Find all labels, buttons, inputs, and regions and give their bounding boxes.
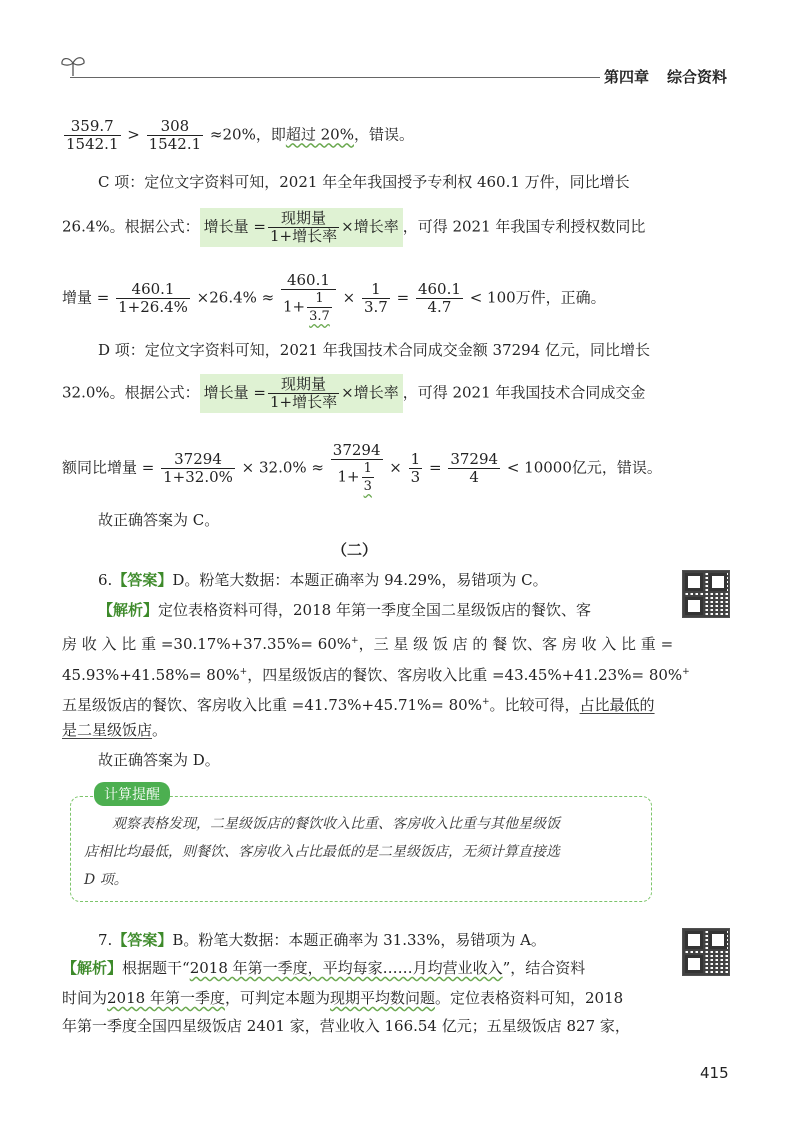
q7-answer: 7.【答案】B。粉笔大数据：本题正确率为 31.33%，易错项为 A。 (98, 931, 546, 949)
page-number: 415 (700, 1064, 729, 1082)
d-item-calc: 额同比增量 = $\frac{37294}{1+32.0\%}$ × 32.0% ≈ 37294 1+ $\frac{1}{3}$ × $\frac{1}{3}$ = $\frac{37294}{4}$ < 10000亿元，错误。 (62, 441, 662, 494)
q6-analysis-5: 是二星级饭店。 (62, 721, 168, 739)
tip-line-1: 观察表格发现，二星级饭店的餐饮收入比重、客房收入比重与其他星级饭 (112, 816, 560, 832)
formula-highlight: 增长量 = $\frac{\text{现期量}}{\text{1+增长率}}$ ×增长率 (200, 374, 403, 413)
d-item-line-2: 32.0%。根据公式： 增长量 = $\frac{\text{现期量}}{\text{1+增长率}}$ ×增长率 ，可得 2021 年我国技术合同成交金 (62, 375, 646, 411)
q6-analysis-3: 45.93%+41.58%= 80%+，四星级饭店的餐饮、客房收入比重 =43.45%+41.23%= 80%+ (62, 666, 690, 684)
formula-highlight: 增长量 = $\frac{\text{现期量}}{\text{1+增长率}}$ ×增长率 (200, 208, 403, 247)
sprout-icon (58, 52, 88, 78)
c-item-line-1: C 项：定位文字资料可知，2021 年全年我国授予专利权 460.1 万件，同比增长 (98, 173, 630, 191)
calc-line-1: $\frac{359.7}{1542.1}$ > $\frac{308}{1542.1}$ ≈20%，即超过 20%，错误。 (66, 117, 414, 153)
tip-line-3: D 项。 (84, 872, 128, 888)
c-item-line-2: 26.4%。根据公式： 增长量 = $\frac{\text{现期量}}{\text{1+增长率}}$ ×增长率 ，可得 2021 年我国专利授权数同比 (62, 209, 646, 245)
c-item-calc: 增量 = $\frac{460.1}{1+26.4\%}$ ×26.4% ≈ 460.1 1+ $\frac{1}{3.7}$ × $\frac{1}{3.7}$ = $\frac{460.1}{4.7}$ < 100万件，正确。 (62, 271, 606, 324)
answer-q5: 故正确答案为 C。 (98, 511, 220, 529)
header-title: 综合资料 (667, 68, 728, 86)
header-chapter: 第四章 (604, 68, 650, 86)
q7-analysis-2: 时间为2018 年第一季度，可判定本题为现期平均数问题。定位表格资料可知，2018 (62, 989, 624, 1007)
q6-analysis-2: 房 收 入 比 重 =30.17%+37.35%= 60%+，三 星 级 饭 店 的 餐 饮、客 房 收 入 比 重 = (62, 635, 674, 653)
q6-answer: 6.【答案】D。粉笔大数据：本题正确率为 94.29%，易错项为 C。 (98, 571, 548, 589)
q6-final-answer: 故正确答案为 D。 (98, 751, 220, 769)
q6-analysis-4: 五星级饭店的餐饮、客房收入比重 =41.73%+45.71%= 80%+。比较可得，占比最低的 (62, 696, 655, 714)
section-title: （二） (332, 541, 378, 559)
header-rule (70, 77, 600, 78)
qr-code-icon[interactable] (682, 570, 730, 618)
q7-analysis-1: 【解析】根据题干“2018 年第一季度，平均每家……月均营业收入”，结合资料 (62, 959, 586, 977)
qr-code-icon[interactable] (682, 928, 730, 976)
tip-line-2: 店相比均最低，则餐饮、客房收入占比最低的是二星级饭店，无须计算直接选 (84, 844, 560, 860)
q7-analysis-3: 年第一季度全国四星级饭店 2401 家，营业收入 166.54 亿元；五星级饭店 827 家， (62, 1017, 630, 1035)
q6-analysis-1: 【解析】定位表格资料可得，2018 年第一季度全国二星级饭店的餐饮、客 (98, 601, 591, 619)
d-item-line-1: D 项：定位文字资料可知，2021 年我国技术合同成交金额 37294 亿元，同比增长 (98, 341, 650, 359)
tip-label: 计算提醒 (94, 782, 170, 806)
